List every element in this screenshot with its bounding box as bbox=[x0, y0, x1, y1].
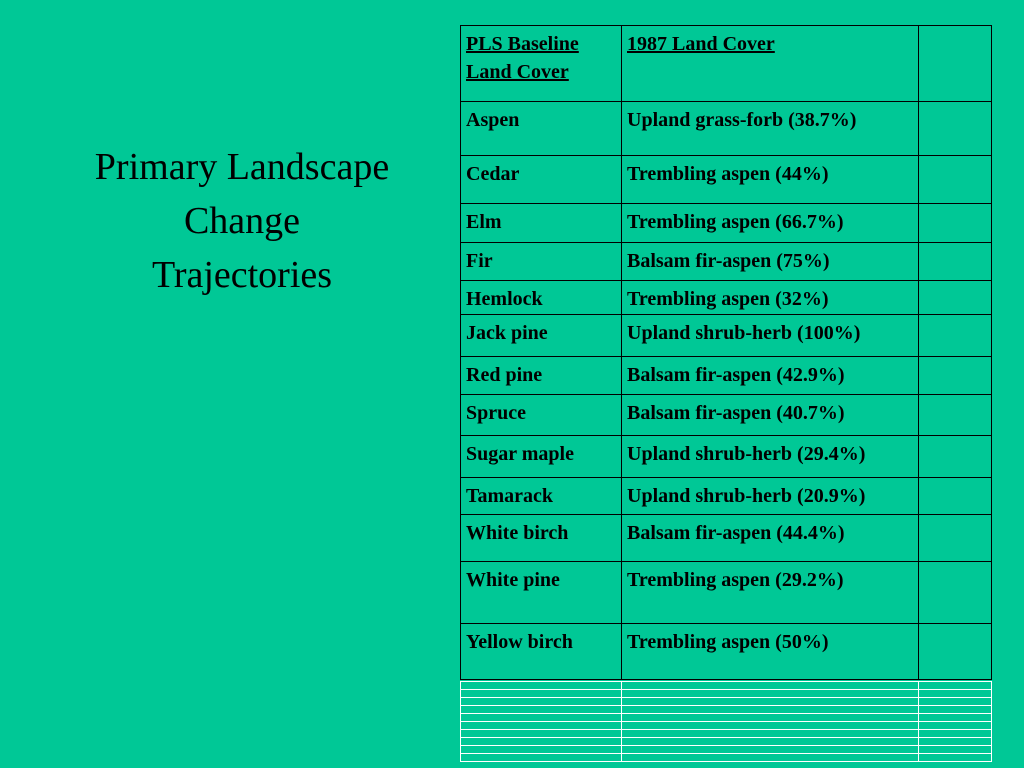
header-empty-cell bbox=[919, 26, 992, 102]
table-row bbox=[461, 156, 992, 204]
table-row bbox=[461, 204, 992, 243]
header-1987-land-cover: 1987 Land Cover bbox=[622, 26, 919, 102]
empty-cell bbox=[919, 562, 992, 624]
cover-1987-cell: Trembling aspen (66.7%) bbox=[622, 204, 919, 243]
title-line: Primary Landscape bbox=[94, 146, 390, 188]
table-header-row bbox=[461, 26, 992, 102]
title-line: Trajectories bbox=[151, 254, 333, 296]
baseline-cell: White birch bbox=[461, 515, 622, 562]
header-pls-baseline: PLS Baseline Land Cover bbox=[461, 26, 622, 102]
cover-1987-cell: Trembling aspen (32%) bbox=[622, 281, 919, 315]
cover-1987-cell: Upland shrub-herb (100%) bbox=[622, 315, 919, 357]
baseline-cell: Fir bbox=[461, 243, 622, 281]
baseline-cell: Cedar bbox=[461, 156, 622, 204]
empty-cell bbox=[919, 624, 992, 680]
cover-1987-cell: Balsam fir-aspen (42.9%) bbox=[622, 357, 919, 395]
land-cover-table bbox=[460, 25, 992, 680]
baseline-cell: White pine bbox=[461, 562, 622, 624]
cover-1987-cell: Trembling aspen (50%) bbox=[622, 624, 919, 680]
table-row bbox=[461, 515, 992, 562]
baseline-cell: Aspen bbox=[461, 102, 622, 156]
table-row bbox=[461, 102, 992, 156]
table-row bbox=[461, 243, 992, 281]
cover-1987-cell: Trembling aspen (29.2%) bbox=[622, 562, 919, 624]
baseline-cell: Hemlock bbox=[461, 281, 622, 315]
baseline-cell: Jack pine bbox=[461, 315, 622, 357]
table-row bbox=[461, 281, 992, 315]
baseline-cell: Elm bbox=[461, 204, 622, 243]
table-row bbox=[461, 315, 992, 357]
baseline-cell: Yellow birch bbox=[461, 624, 622, 680]
cover-1987-cell: Upland grass-forb (38.7%) bbox=[622, 102, 919, 156]
title-line: Change bbox=[183, 200, 301, 242]
cover-1987-cell: Balsam fir-aspen (44.4%) bbox=[622, 515, 919, 562]
cover-1987-cell: Upland shrub-herb (29.4%) bbox=[622, 436, 919, 478]
baseline-cell: Spruce bbox=[461, 395, 622, 436]
cover-1987-cell: Balsam fir-aspen (40.7%) bbox=[622, 395, 919, 436]
table-row bbox=[461, 624, 992, 680]
empty-cell bbox=[919, 156, 992, 204]
cover-1987-cell: Upland shrub-herb (20.9%) bbox=[622, 478, 919, 515]
empty-cell bbox=[919, 395, 992, 436]
table-row bbox=[461, 395, 992, 436]
table-row bbox=[461, 562, 992, 624]
empty-cell bbox=[919, 357, 992, 395]
empty-cell bbox=[919, 515, 992, 562]
table-row bbox=[461, 478, 992, 515]
empty-grid-rows bbox=[460, 681, 992, 762]
baseline-cell: Tamarack bbox=[461, 478, 622, 515]
cover-1987-cell: Balsam fir-aspen (75%) bbox=[622, 243, 919, 281]
table-row bbox=[461, 357, 992, 395]
cover-1987-cell: Trembling aspen (44%) bbox=[622, 156, 919, 204]
table-row bbox=[461, 436, 992, 478]
empty-cell bbox=[919, 281, 992, 315]
empty-cell bbox=[919, 243, 992, 281]
slide-title bbox=[52, 140, 432, 302]
baseline-cell: Red pine bbox=[461, 357, 622, 395]
empty-cell bbox=[919, 315, 992, 357]
empty-cell bbox=[919, 478, 992, 515]
empty-cell bbox=[919, 436, 992, 478]
empty-cell bbox=[919, 204, 992, 243]
empty-cell bbox=[919, 102, 992, 156]
baseline-cell: Sugar maple bbox=[461, 436, 622, 478]
